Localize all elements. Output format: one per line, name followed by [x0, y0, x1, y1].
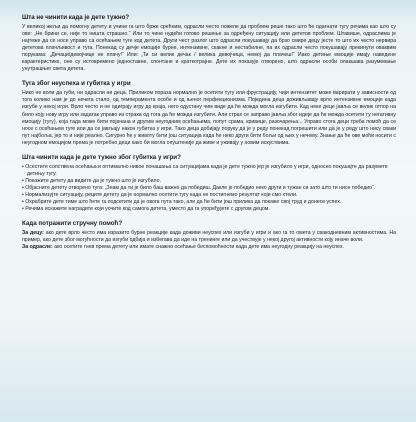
text-children: ако дете врло често има изразито бурне реакције када доживи неуспех или изгуби у игри и ако га то омета у свакодневним активностима. На пример, ако дете због могућности да изгуби одбија и избегава да иде на тренинге или да учествује у некој другој активности коју иначе воли. [22, 230, 396, 244]
section-paragraph: Нико не воли да губи, ни одрасли ни деца. Приликом пораза нормално је осетити тугу или фрустрацију, чији интензитет може варирати у зависности од тога колико нам је до нечега стало, од темперамента особе и од њеног перфекционизма. Поједина деца доживљавају врло интензивне емоције када изгубе у некој игри. Врло често и не одиграју игру до краја, него одустану чим виде да ће можда могла изгубити. Кад неке деце јавља се велик отпор на било коју нову игру или задатак управо из страха од тога да ће можда изгубити. Али страх се заправо јавља због идеје да ће можда осетити ту негативну емоцију (тугу), која тада може бити појачана и другим неугодним осећањима, попут срама, кривице, разочарења... Управо стога деци треба помоћ да се носе с осећањем туге или да се јављају након губитка у игри. Тако деца добијају поруку да је у реду понекад погрешити или да је у реду што нису сваки пут најбоља, јер то и није реално. Сигурно ће у животу бити још ситуација када ће неко други бити бољи од њих у нечему. Знање да ће ове моћи носити с неугодном емоцијом према је потребно деци како би могла опуштеније да живе и уживају у новим искуствима. [22, 90, 396, 146]
section-heading: Туга због неуспеха и губитка у игри [22, 80, 131, 88]
advice-list [22, 164, 396, 214]
section-heading: Шта чинити када је дете тужно због губитка у игри? [22, 154, 181, 161]
document-page [22, 14, 396, 259]
section-professional-help [22, 220, 396, 251]
list-item: • Нормализујте ситуацију, реците детету да је нормално осетити тугу када не постигнемо резултат који смо хтели. [22, 192, 396, 199]
section-heading: Шта не чинити када је дете тужно? [22, 14, 130, 21]
label-children: За децу: [22, 230, 44, 237]
label-adults: За одрасле: [22, 244, 53, 251]
section-sadness-losing [22, 80, 396, 147]
section-sad-child-dont [22, 14, 396, 73]
help-for-adults [22, 244, 396, 251]
list-item: • Покажите детету да видите да је тужно што је изгубило. [22, 178, 396, 185]
list-item: • Осестите сопствена осећања и оптимално нивое понашања са ситуацијама када је дете тужно јер је изгубило у игри, односно покушајте да разумете детињу тугу. [22, 164, 396, 178]
list-item: • Објасните детету отворено туга: „Знам да ти је било баш важно да победиш. Дакле је победио неко други и тужан си зато што ти нисе победио“. [22, 185, 396, 192]
list-item: • Охрабрите дете тиме што ћете га подсетити да је овога пута тако, али да ће бити још прилика да покаже свој труд и донесе успех. [22, 199, 396, 206]
help-for-children [22, 230, 396, 244]
section-paragraph: У великој жељи да помогну детету и учине га што брже срећним, одрасли често пожеле да проблем реше тако што ће одагнати тугу речима као што су ове: „Не брини се, није то ништа страшно.“ Или то чине нудећи готово решење за одређену ситуацију или дететов проблем. Штавише, одраслима је најтеже да се носе управо са осећањем туге код детета. Други чест разлог што одрасли покушавају да брзо смире децу јесте то што их често нервира дететова плачљивост и туга. Понекад су дечје емоције бурне, интензивне, скакне и нестабилне, па их одрасли често покушавају прекинути оваквим порукама: „Дечаци/девојчице не плачу!“ Или: „Ти си велик дечак / велика девојчица, немој да плачеш!“ Иако детиње емоције имају наведене карактеристике, оне су истовремено једноставне, спонтане и краткотрајне. Дете их показује отворено, што одрасли особи олакшава разумевање унутрашњег света детета. [22, 23, 396, 73]
section-heading: Када потражити стручну помоћ? [22, 220, 123, 228]
text-adults: ако осетите гнев према детету или имате снажно осећање беспомоћности када дете има неугодну реакцију на неуспех. [54, 244, 344, 251]
section-what-to-do [22, 154, 396, 213]
list-item: • Речима искажите наградите који уочите код самога детета, уместо да га упоређујете с другом децом. [22, 206, 396, 213]
